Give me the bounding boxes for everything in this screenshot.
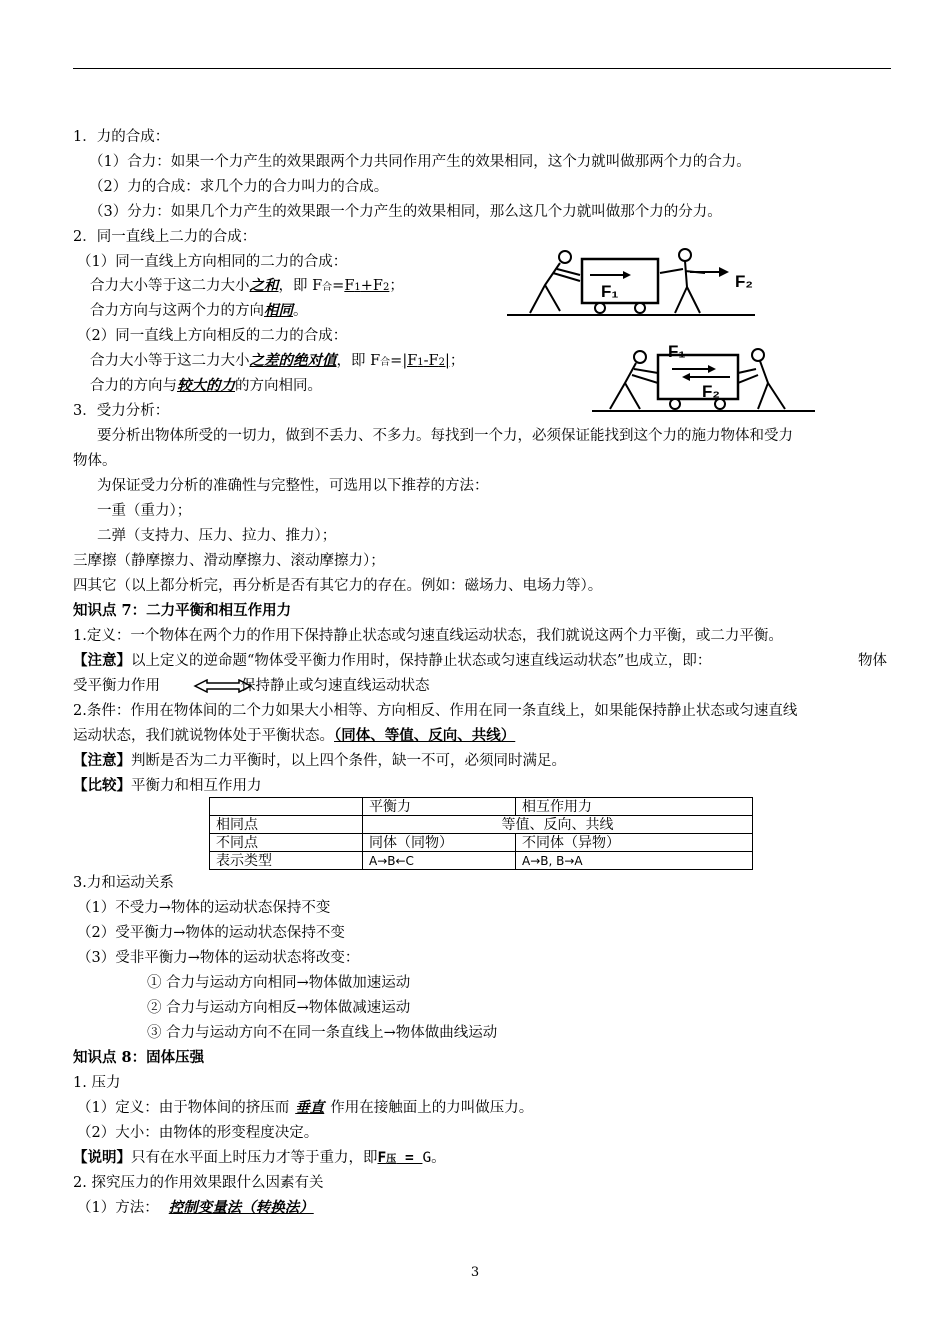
text: 运动状态，我们就说物体处于平衡状态。 (73, 728, 334, 744)
table-header: 相互作用力 (516, 798, 753, 816)
paragraph: （1）同一直线上方向相同的二力的合成： (77, 254, 348, 270)
opposite-direction-forces-figure (590, 343, 820, 418)
section-title: 2．同一直线上二力的合成： (73, 229, 257, 245)
paragraph: 1. 压力 (73, 1075, 121, 1091)
text: F (377, 1150, 387, 1166)
text: 保持静止或匀速直线运动状态 (241, 678, 430, 694)
f1-label: F₁ (601, 282, 619, 301)
comparison-table (209, 797, 753, 870)
text: 平衡力和相互作用力 (131, 778, 262, 794)
header-rule (73, 68, 891, 69)
text: 合力大小等于这二力大小 (90, 278, 250, 294)
text: 以上定义的逆命题“物体受平衡力作用时，保持静止状态或匀速直线运动状态”也成立，即： (131, 653, 712, 669)
section-title: 1．力的合成： (73, 129, 170, 145)
subscript: 2 (382, 282, 390, 293)
subscript: 1 (417, 357, 424, 368)
note-line (73, 775, 262, 797)
note-tag: 【注意】 (73, 652, 131, 669)
answer-formula (378, 1150, 423, 1166)
list-item: 四其它（以上都分析完，再分析是否有其它力的存在。例如：磁场力、电场力等）。 (73, 578, 603, 594)
table-cell: 等值、反向、共线 (363, 816, 753, 834)
text: F (344, 278, 355, 294)
paragraph: 3.力和运动关系 (73, 875, 174, 891)
wheel (595, 303, 605, 313)
formula-line (90, 350, 464, 374)
table-cell: A→B←C (363, 852, 516, 870)
paragraph: （3）分力：如果几个力产生的效果跟一个力产生的效果相同，那么这几个力就叫做那个力的分力。 (89, 204, 722, 220)
text: 合力方向与这两个力的方向 (90, 303, 264, 319)
page-number: 3 (470, 1265, 480, 1280)
pushing-person-icon (530, 251, 580, 313)
answer: 之和 (249, 277, 279, 294)
paragraph: （2）力的合成：求几个力的合力叫力的合成。 (89, 179, 389, 195)
table-header: 平衡力 (363, 798, 516, 816)
paragraph (73, 725, 515, 747)
list-item: 三摩擦（静摩擦力、滑动摩擦力、滚动摩擦力）； (73, 553, 385, 569)
f2-arrowhead (719, 267, 729, 277)
wheel (670, 399, 680, 409)
list-item: （2）受平衡力→物体的运动状态保持不变 (77, 925, 345, 941)
subscript: 2 (438, 357, 445, 368)
text: -F (423, 353, 439, 369)
text: 。 (293, 303, 308, 319)
same-direction-forces-figure (505, 245, 785, 325)
paragraph: 为保证受力分析的准确性与完整性，可选用以下推荐的方法： (97, 478, 489, 494)
table-cell: 相同点 (210, 816, 363, 834)
text: +F (360, 278, 383, 294)
knowledge-point-title: 知识点 8：固体压强 (73, 1049, 205, 1066)
formula-line (90, 375, 322, 397)
list-item: ② 合力与运动方向相反→物体做减速运动 (147, 1000, 411, 1016)
paragraph (77, 1097, 533, 1119)
text: （1）定义：由于物体间的挤压而 (77, 1100, 290, 1116)
paragraph: 要分析出物体所受的一切力，做到不丢力、不多力。每找到一个力，必须保证能找到这个力的施力物体和受力 (97, 428, 793, 444)
text: 受平衡力作用 (73, 678, 160, 694)
list-item: （1）不受力→物体的运动状态保持不变 (77, 900, 331, 916)
list-item: ① 合力与运动方向相同→物体做加速运动 (147, 975, 411, 991)
section-title: 3．受力分析： (73, 403, 170, 419)
text: | (445, 353, 450, 369)
paragraph (77, 1197, 324, 1219)
pulling-person-icon (660, 249, 705, 313)
subscript: 1 (354, 282, 361, 293)
table-row (210, 816, 753, 834)
list-item: 一重（重力）； (97, 503, 192, 519)
text: 合力大小等于这二力大小 (90, 353, 250, 369)
formula-line (90, 300, 308, 322)
answer: 相同 (264, 302, 293, 319)
paragraph: （1）合力：如果一个力产生的效果跟两个力共同作用产生的效果相同，这个力就叫做那两个力的合力。 (89, 154, 751, 170)
note-tag: 【比较】 (73, 777, 131, 794)
paragraph: 1.定义：一个物体在两个力的作用下保持静止状态或匀速直线运动状态，我们就说这两个力平衡，或二力平衡。 (73, 628, 783, 644)
note-line (73, 650, 711, 672)
table-cell: 同体（同物） (363, 834, 516, 852)
table-cell: 表示类型 (210, 852, 363, 870)
subscript: 压 (386, 1154, 397, 1165)
text: 只有在水平面上时压力才等于重力，即 (131, 1150, 378, 1166)
note-tag: 【注意】 (73, 752, 131, 769)
paragraph: 2. 探究压力的作用效果跟什么因素有关 (73, 1175, 324, 1191)
f1-label: F₁ (668, 343, 686, 361)
table-row (210, 798, 753, 816)
answer: （同体、等值、反向、共线） (334, 727, 516, 744)
paragraph: 物体。 (73, 453, 117, 469)
list-item: （3）受非平衡力→物体的运动状态将改变： (77, 950, 360, 966)
text: = (332, 278, 345, 294)
f2-label: F₂ (735, 272, 753, 291)
answer-formula (402, 353, 450, 369)
list-item: 二弹（支持力、压力、拉力、推力）； (97, 528, 337, 544)
left-pusher-icon (610, 351, 658, 409)
cart-box (582, 259, 658, 303)
note-line (73, 1147, 446, 1171)
answer: 较大的力 (177, 377, 235, 394)
table-cell: A→B, B→A (516, 852, 753, 870)
answer-formula (344, 278, 389, 294)
text: 的方向相同。 (235, 378, 322, 394)
right-pusher-icon (738, 349, 785, 409)
text: 判断是否为二力平衡时，以上四个条件，缺一不可，必须同时满足。 (131, 753, 566, 769)
answer: 控制变量法（转换法） (168, 1199, 314, 1216)
text: （1）方法： (77, 1200, 159, 1216)
table-cell: 不同体（异物） (516, 834, 753, 852)
formula-line (90, 275, 404, 299)
list-item: ③ 合力与运动方向不在同一条直线上→物体做曲线运动 (147, 1025, 498, 1041)
text: 合力的方向与 (90, 378, 177, 394)
wheel (635, 303, 645, 313)
table-cell: 不同点 (210, 834, 363, 852)
subscript: 合 (322, 282, 333, 293)
knowledge-point-title: 知识点 7：二力平衡和相互作用力 (73, 602, 292, 619)
text: ，即 F (336, 353, 381, 369)
answer: 垂直 (295, 1099, 325, 1116)
text: 。 (431, 1150, 446, 1166)
note-line (73, 750, 566, 772)
text: |F (402, 353, 418, 369)
text: = (390, 353, 403, 369)
table-row (210, 852, 753, 870)
table-cell (210, 798, 363, 816)
paragraph: （2）同一直线上方向相反的二力的合成： (77, 328, 348, 344)
table-row (210, 834, 753, 852)
note-tag: 【说明】 (73, 1149, 131, 1166)
text: 作用在接触面上的力叫做压力。 (330, 1100, 534, 1116)
text: G (422, 1150, 432, 1166)
answer: 之差的绝对值 (249, 352, 337, 369)
text: ，即 F (278, 278, 323, 294)
subscript: 合 (380, 357, 391, 368)
f2-label: F₂ (702, 382, 720, 401)
paragraph: 2.条件：作用在物体间的二个力如果大小相等、方向相反、作用在同一条直线上，如果能保持静止状态或匀速直线 (73, 703, 798, 719)
text: ； (389, 278, 404, 294)
text: 物体 (858, 653, 887, 669)
text: = (396, 1150, 423, 1166)
paragraph: （2）大小：由物体的形变程度决定。 (77, 1125, 319, 1141)
text: ； (449, 353, 465, 369)
